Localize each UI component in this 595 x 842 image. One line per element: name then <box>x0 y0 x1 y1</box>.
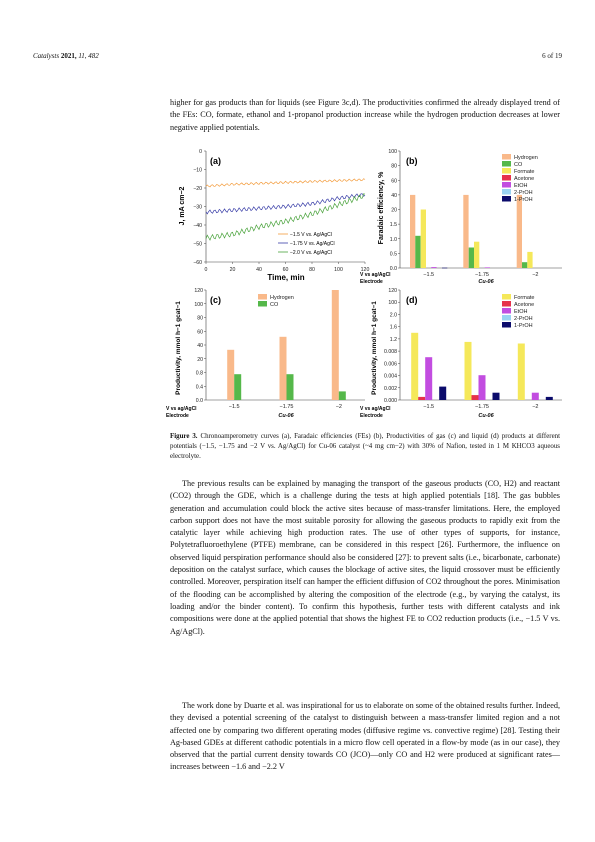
b-legend-label: EtOH <box>514 183 528 189</box>
b-bar-7-1 <box>442 268 447 269</box>
figure-3 <box>166 148 565 428</box>
b-bar-1-3 <box>517 195 522 268</box>
c-bar-1-1 <box>227 350 234 400</box>
panel-d <box>360 288 562 419</box>
c-legend-label: Hydrogen <box>270 295 294 301</box>
panel-a-ytick-label: −40 <box>193 223 202 229</box>
b-category-label: −1.5 <box>423 272 435 278</box>
c-bar-1-2 <box>280 337 287 400</box>
panel-d-ytick-label: 1.6 <box>389 324 397 331</box>
d-legend-swatch <box>502 294 511 300</box>
panel-a-xlabel: Time, min <box>267 273 305 282</box>
panel-b-sample: Cu-06 <box>478 279 494 285</box>
c-category-label: −1.5 <box>228 404 240 410</box>
panel-c-tag: (c) <box>210 295 221 305</box>
d-bar-5-1 <box>439 387 446 400</box>
d-legend-swatch <box>502 322 511 328</box>
panel-a-xtick-label: 80 <box>309 267 315 273</box>
panel-a-ylabel: J, mA cm−2 <box>179 186 186 226</box>
d-category-label: −1.5 <box>423 404 435 410</box>
c-category-label: −1.75 <box>279 404 294 410</box>
d-legend-swatch <box>502 308 511 314</box>
panel-d-electrode: Electrode <box>360 413 383 419</box>
panel-b-ytick-label: 100 <box>388 149 397 155</box>
panel-d-ytick-label: 0.002 <box>384 385 397 392</box>
panel-c <box>166 288 365 419</box>
panel-b-electrode: Electrode <box>360 279 383 285</box>
b-bar-1-1 <box>410 195 415 268</box>
panel-c-ytick-label: 80 <box>197 315 203 322</box>
panel-b-tag: (b) <box>406 156 418 166</box>
d-bar-3-2 <box>479 375 486 400</box>
d-legend-label: 1-PrOH <box>514 323 533 329</box>
panel-c-ytick-label: 20 <box>197 356 203 363</box>
b-legend-swatch <box>502 154 511 160</box>
panel-d-tag: (d) <box>406 295 418 305</box>
panel-b-ytick-label: 20 <box>391 207 397 214</box>
panel-b-ytick-label: 40 <box>391 192 397 199</box>
panel-b-ytick-label: 1.0 <box>389 236 397 243</box>
panel-c-ytick-label: 0.8 <box>195 370 203 377</box>
panel-a-ytick-label: −20 <box>193 186 202 192</box>
panel-d-ytick-label: 0.006 <box>384 361 397 368</box>
panel-c-ytick-label: 0.0 <box>195 398 203 404</box>
b-legend-label: Acetone <box>514 176 535 182</box>
b-bar-2-2 <box>469 248 474 269</box>
panel-b-ytick-label: 0.0 <box>389 266 397 272</box>
d-bar-5-2 <box>493 393 500 400</box>
body-paragraph-2: The work done by Duarte et al. was inspirational for us to elaborate on some of the obtained results further. Indeed, they devised a potential screening of the catalyst to distinguish between a mass-transfer limited region and a not affected one by comparing two different operating modes (diffusive regime vs. convective regime) [28]. Testing their Ag-based GDEs at different cathodic potentials in a micro flow cell operated in a flow-by mode (as in our case), they observed that the partial current density towards CO (JCO)—only CO and H2 were produced at significant rates—increases between −1.6 and −2.2 V <box>170 701 560 772</box>
d-legend-label: Formate <box>514 295 535 301</box>
panel-d-ytick-label: 2.0 <box>389 312 397 319</box>
figure-caption: Figure 3. Chronoamperometry curves (a), Faradaic efficiencies (FEs) (b), Productivities of gas (c) and liquid (d) products at different potentials (−1.5, −1.75 and −2 V vs. Ag/AgCl) for Cu-06 catalyst (~4 mg cm−2) with 30% of Nafion, tested in 1 M KHCO3 aqueous electrolyte. <box>170 433 560 461</box>
d-bar-2-2 <box>472 395 479 400</box>
b-legend-label: Hydrogen <box>514 155 538 161</box>
panel-a-ytick-label: −60 <box>193 260 202 266</box>
panel-a-legend <box>278 232 335 256</box>
legend-a-1: −1.5 V vs. Ag/AgCl <box>290 232 332 238</box>
panel-a-xtick-label: 0 <box>204 267 208 273</box>
panel-c-ytick-label: 0.4 <box>195 384 203 391</box>
b-bar-2-3 <box>522 262 527 268</box>
panel-c-ytick-label: 60 <box>197 329 203 336</box>
top-paragraph: higher for gas products than for liquids (see Figure 3c,d). The productivities confirmed the already displayed trend of the FEs: CO, formate, ethanol and 1-propanol production increase while the hydrogen production decreases at lower negative applied potentials. <box>170 98 560 132</box>
d-bar-1-2 <box>465 342 472 400</box>
d-legend-label: EtOH <box>514 309 528 315</box>
panel-c-ylabel: Productivity, mmol h−1 gcat−1 <box>175 301 182 395</box>
panel-b-ytick-label: 60 <box>391 178 397 185</box>
legend-a-2: −1.75 V vs. Ag/AgCl <box>290 241 335 247</box>
running-header-page: 6 of 19 <box>542 52 562 60</box>
b-bar-5-1 <box>431 267 436 268</box>
c-bar-1-3 <box>332 290 339 400</box>
d-legend-label: Acetone <box>514 302 535 308</box>
b-legend-swatch <box>502 168 511 174</box>
b-bar-3-3 <box>527 252 532 268</box>
b-bar-3-2 <box>474 242 479 268</box>
panel-c-sample: Cu-06 <box>278 413 294 419</box>
d-legend-swatch <box>502 315 511 321</box>
running-header-journal: Catalysts 2021, 11, 482 <box>33 52 99 60</box>
panel-a-xtick-label: 20 <box>229 267 236 273</box>
d-bar-3-1 <box>425 357 432 400</box>
d-category-label: −2 <box>532 404 539 410</box>
panel-b-ytick-label: 80 <box>391 163 397 170</box>
body-paragraph-1: The previous results can be explained by managing the transport of the gaseous products (CO, H2) and reactant (CO2) through the GDE, which is a challenge during the tests at high applied potentials [18]. The gas bubbles generation and accumulation could block the active sites because of mass-transfer limitations. Here, the employed carbon support does not have the most suitable porosity for allowing the gaseous products to rapidly exit from the catalytic layer while achieving high production rates. The use of other types of supports, for instance, Polytetrafluoroethylene (PTFE) membrane, can be considered in this respect [26]. Furthermore, the influence on observed liquid perspiration performance should also be considered [27]: to prevent salts (i.e., bicarbonate, carbonate) deposition on the catalyst surface, which causes the blockage of active sites, the liquid crossover must be efficiently controlled. Moreover, perspiration itself can hamper the efficient diffusion of CO2 throughout the pores. Minimisation of the flooding can be accomplished by altering the composition of the electrode (e.g., by varying the catalyst, its loading and/or the binder content). To confirm this hypothesis, further tests with different catalysts and ink compositions were done at the applied potential that shows the highest FE to CO2 reduction products (i.e., −1.5 V vs. Ag/AgCl). <box>170 479 560 636</box>
panel-c-ytick-label: 120 <box>194 288 203 294</box>
panel-b-ytick-label: 1.5 <box>389 222 397 229</box>
d-bar-5-3 <box>546 397 553 400</box>
b-bar-1-2 <box>463 195 468 268</box>
d-bar-1-1 <box>411 333 418 400</box>
panel-b-xaxis-label: V vs ag/AgCl <box>360 272 391 278</box>
b-bar-2-1 <box>415 236 420 268</box>
panel-d-ytick-label: 1.2 <box>389 336 397 343</box>
d-legend-swatch <box>502 301 511 307</box>
b-bar-3-1 <box>421 210 426 269</box>
panel-c-ytick-label: 40 <box>197 343 203 349</box>
b-bar-5-2 <box>485 267 490 268</box>
panel-d-ytick-label: 120 <box>388 288 397 294</box>
panel-a-ytick-label: 0 <box>199 149 202 155</box>
panel-d-ylabel: Productivity, mmol h−1 gcat−1 <box>371 301 378 395</box>
panel-a <box>179 149 369 282</box>
d-bar-1-3 <box>518 344 525 401</box>
b-category-label: −2 <box>532 272 539 278</box>
b-legend-swatch <box>502 161 511 167</box>
series-line-3 <box>206 194 365 240</box>
c-bar-2-3 <box>339 391 346 400</box>
panel-d-ytick-label: 0.004 <box>384 373 397 380</box>
panel-d-xaxis-label: V vs ag/AgCl <box>360 406 391 412</box>
panel-c-ytick-label: 100 <box>194 301 203 308</box>
panel-b <box>360 149 562 285</box>
panel-a-tag: (a) <box>210 156 221 166</box>
d-bar-2-1 <box>418 397 425 400</box>
panel-a-xtick-label: 100 <box>334 267 343 273</box>
panel-a-ytick-label: −10 <box>193 167 202 174</box>
panel-c-xaxis-label: V vs ag/AgCl <box>166 406 197 412</box>
panel-a-xtick-label: 40 <box>256 267 262 273</box>
d-bar-3-3 <box>532 393 539 400</box>
b-legend-swatch <box>502 182 511 188</box>
panel-b-ylabel: Faradaic efficiency, % <box>378 171 385 245</box>
panel-a-xtick-label: 120 <box>360 267 370 273</box>
panel-a-xtick-label: 60 <box>282 267 289 273</box>
b-category-label: −1.75 <box>475 272 489 278</box>
c-legend-label: CO <box>270 302 279 308</box>
d-legend-label: 2-PrOH <box>514 316 533 322</box>
b-legend-swatch <box>502 189 511 195</box>
c-bar-2-2 <box>287 374 294 400</box>
panel-d-ytick-label: 100 <box>388 300 397 307</box>
series-line-1 <box>206 179 365 187</box>
panel-c-electrode: Electrode <box>166 413 189 419</box>
legend-a-3: −2.0 V vs. Ag/AgCl <box>290 250 332 256</box>
d-category-label: −1.75 <box>475 404 489 410</box>
c-bar-2-1 <box>234 374 241 400</box>
panel-d-ytick-label: 0.008 <box>384 349 397 356</box>
b-legend-label: 2-PrOH <box>514 190 533 196</box>
panel-a-ytick-label: −30 <box>193 204 202 211</box>
panel-d-sample: Cu-06 <box>478 413 494 419</box>
b-legend-label: Formate <box>514 169 535 175</box>
panel-b-ytick-label: 0.5 <box>389 251 397 258</box>
c-legend-swatch <box>258 294 267 300</box>
b-legend-swatch <box>502 175 511 181</box>
panel-a-ytick-label: −50 <box>193 241 202 248</box>
c-category-label: −2 <box>335 404 342 410</box>
panel-d-ytick-label: 0.000 <box>384 398 397 404</box>
b-legend-swatch <box>502 196 511 202</box>
b-legend-label: 1-PrOH <box>514 197 533 203</box>
c-legend-swatch <box>258 301 267 307</box>
b-legend-label: CO <box>514 162 523 168</box>
